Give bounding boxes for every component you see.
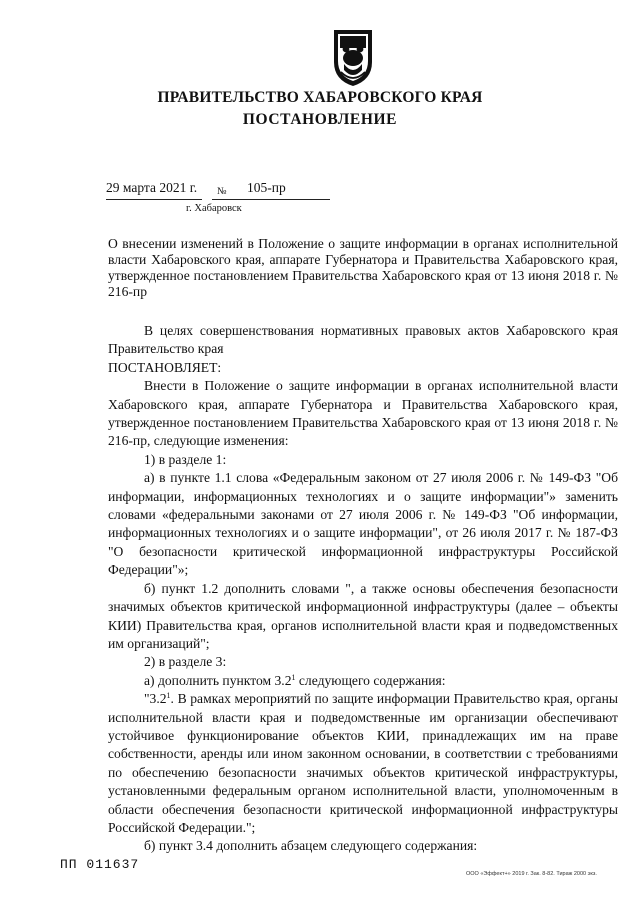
document-subject: О внесении изменений в Положение о защите информации в органах исполнительной власти Хабаровского края, аппарате Губернатора и Правительства Хабаровского края, утвержденное постановлением Правительства Хабаровского края от 13 июня 2018 г. № 216-пр xyxy=(108,236,618,299)
document-body xyxy=(108,322,618,856)
document-date: 29 марта 2021 г. xyxy=(106,180,198,195)
document-type: ПОСТАНОВЛЕНИЕ xyxy=(242,111,398,128)
paragraph-preamble: В целях совершенствования нормативных правовых актов Хабаровского края Правительство края xyxy=(108,323,618,357)
printing-info: ООО «Эффект+» 2019 г. Зак. 8-82. Тираж 2000 экз. xyxy=(466,871,597,877)
paragraph-section-3: 2) в разделе 3: xyxy=(144,654,227,670)
city: г. Хабаровск xyxy=(186,203,242,214)
paragraph-resolves: ПОСТАНОВЛЯЕТ: xyxy=(108,359,222,375)
number-label: № xyxy=(217,186,227,197)
paragraph-item-a-3: а) дополнить пунктом $3.2^1$ следующего содержания: xyxy=(144,672,446,688)
paragraph-item-b-3: б) пункт 3.4 дополнить абзацем следующего содержания: xyxy=(144,838,478,854)
paragraph-section-1: 1) в разделе 1: xyxy=(144,451,227,467)
number-underline xyxy=(212,199,330,200)
paragraph-intro: Внести в Положение о защите информации в органах исполнительной власти Хабаровского края, аппарате Губернатора и Правительства Хабаровского края, утвержденное постановлением Правительства Хабаровского края от 13 июня 2018 г. № 216-пр, следующие изменения: xyxy=(108,378,618,449)
form-serial-code: ПП 011637 xyxy=(60,857,140,872)
organization-title: ПРАВИТЕЛЬСТВО ХАБАРОВСКОГО КРАЯ xyxy=(157,89,483,106)
paragraph-item-b-1: б) пункт 1.2 дополнить словами ", а также основы обеспечения безопасности значимых объектов критической информационной инфраструктуры (далее – объекты КИИ) Правительства края, органов исполнительной власти края и подведомственных им организаций"; xyxy=(108,580,618,651)
paragraph-clause-3-2-1: "$3.2^1$. В рамках мероприятий по защите информации Правительство края, органы исполнительной власти края и подведомственные им организации обеспечивают устойчивое функционирование объектов КИИ, принадлежащих им на праве собственности, аренды или ином законном основании, в соответствии с требованиями по обеспечению безопасности значимых объектов критической инфраструктуры, установленными федеральным органом исполнительной власти, уполномоченным в области обеспечения безопасности критической информационной инфраструктуры Российской Федерации."; xyxy=(108,691,618,835)
paragraph-item-a-1: а) в пункте 1.1 слова «Федеральным законом от 27 июля 2006 г. № 149-ФЗ "Об информации, информационных технологиях и о защите информации"» заменить словами «федеральными законами от 27 июля 2006 г. № 149-ФЗ "Об информации, информационных технологиях и о защите информации", от 26 июля 2017 г. № 187-ФЗ "О безопасности критической информационной инфраструктуры Российской Федерации"»; xyxy=(108,470,618,578)
date-underline xyxy=(106,199,202,200)
khabarovsk-coat-of-arms-icon xyxy=(330,28,376,88)
document-number: 105-пр xyxy=(247,180,286,195)
